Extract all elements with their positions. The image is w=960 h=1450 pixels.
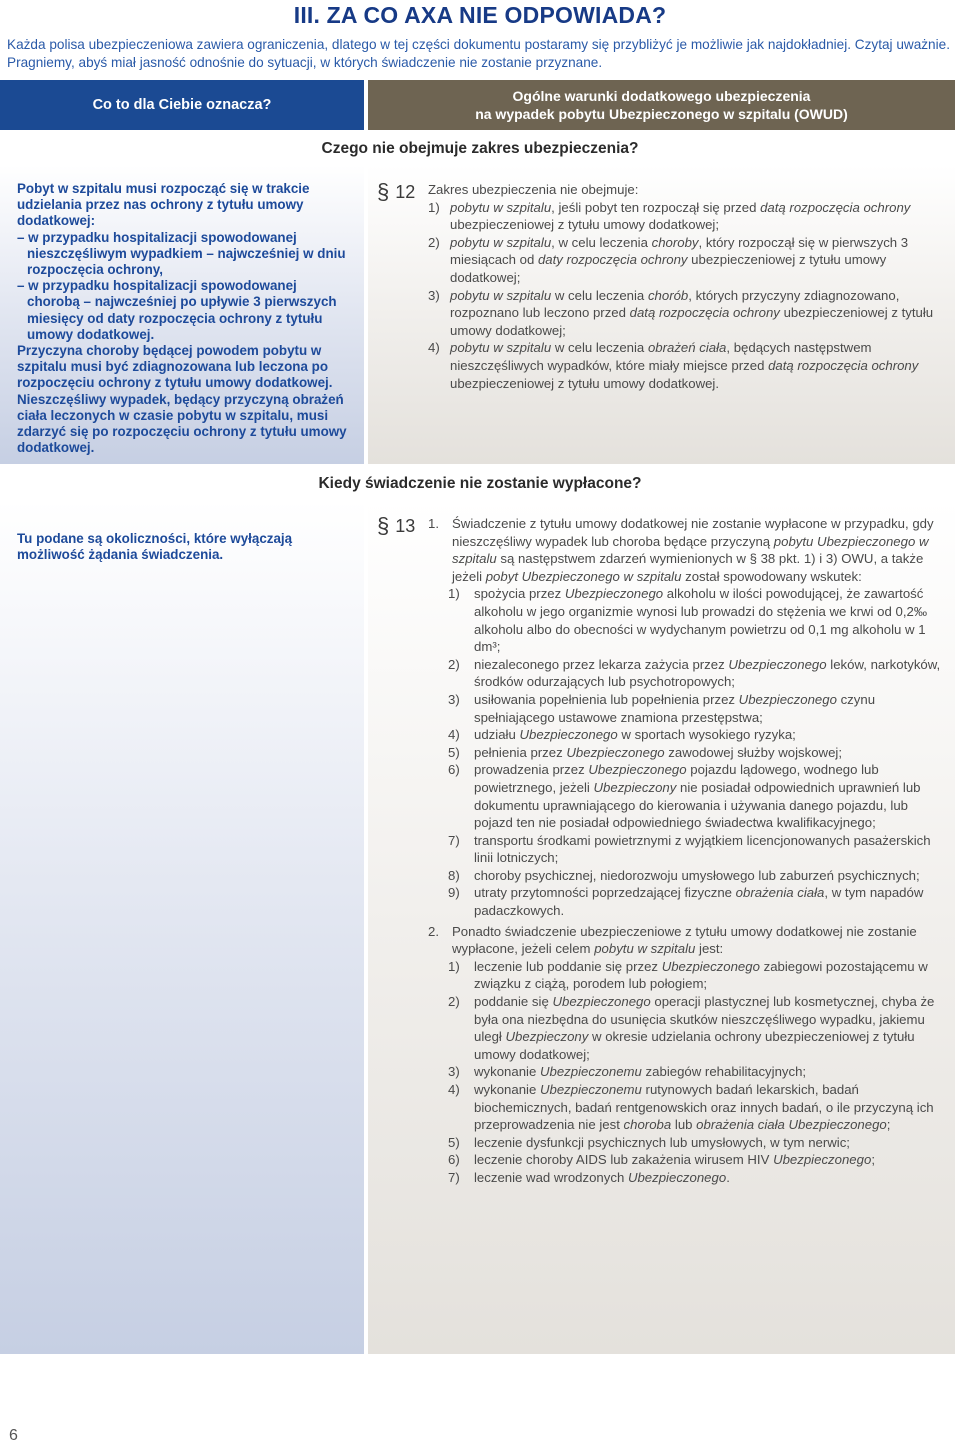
list-item — [448, 1134, 950, 1152]
header-left-label: Co to dla Ciebie oznacza? — [92, 97, 272, 113]
item-text: udziału Ubezpieczonego w sportach wysokiego ryzyka; — [474, 727, 796, 743]
defined-term: datą rozpoczęcia ochrony — [629, 305, 780, 321]
list-item — [448, 867, 950, 885]
item-number: 4) — [448, 1082, 460, 1097]
item-number: 6) — [448, 1152, 460, 1168]
explanation-p1: Pobyt w szpitalu musi rozpocząć się w trakcie udzielania przez nas ochrony z tytułu umowy dodatkowej: — [17, 181, 310, 229]
item-text: leczenie choroby AIDS lub zakażenia wirusem HIV Ubezpieczonego; — [474, 1152, 875, 1168]
list-item — [448, 656, 950, 691]
item-number: 1) — [428, 199, 440, 215]
defined-term: obrażenia ciała — [735, 885, 825, 901]
section-heading-no-payout: Kiedy świadczenie nie zostanie wypłacone? — [318, 475, 642, 492]
defined-term: Ubezpieczonego — [627, 1169, 727, 1185]
paragraph-13-body — [428, 515, 950, 1187]
item-number: 4) — [428, 340, 440, 356]
item-number: 7) — [448, 1169, 460, 1185]
defined-term: Ubezpieczonego — [728, 656, 827, 672]
header-right-line-1: Ogólne warunki dodatkowego ubezpieczenia — [512, 88, 811, 104]
item-text: wykonanie Ubezpieczonemu rutynowych badań lekarskich, badań biochemicznych, badań rentgenowskich oraz innych badań, o ile przyczyną ich przeprowadzenia nie jest choroba lub obrażenia ciała Ubezpieczonego; — [474, 1082, 934, 1133]
list-item — [448, 1081, 950, 1134]
defined-term: pobytu Ubezpieczonego w szpitalu — [452, 533, 929, 567]
defined-term: pobytu w szpitalu — [594, 941, 696, 957]
item-number: 1) — [448, 586, 460, 602]
item-number: 5) — [448, 1134, 460, 1150]
intro-line-2: Pragniemy, abyś miał jasność odnośnie do sytuacji, w których świadczenie nie zostanie przyznane. — [7, 55, 603, 70]
defined-term: pobytu w szpitalu — [450, 287, 552, 303]
item-text: pełnienia przez Ubezpieczonego zawodowej służby wojskowej; — [474, 744, 842, 760]
page-title: III. ZA CO AXA NIE ODPOWIADA? — [293, 2, 667, 28]
defined-term: Ubezpieczonemu — [539, 1064, 642, 1080]
paragraph-number: 12 — [395, 182, 416, 202]
item-text: pobytu w szpitalu w celu leczenia chorób, których przyczyny zdiagnozowano, rozpoznano lub leczono przed datą rozpoczęcia ochrony ubezpieczeniowej z tytułu umowy dodatkowej; — [450, 287, 934, 338]
paragraph-13-point-1 — [428, 515, 950, 585]
item-text: pobytu w szpitalu w celu leczenia obrażeń ciała, będących następstwem nieszczęśliwych wypadków, które miały miejsce przed datą rozpoczęcia ochrony ubezpieczeniowej z tytułu umowy dodatkowej. — [450, 340, 919, 391]
item-number: 2) — [428, 234, 440, 250]
item-text: transportu środkami powietrznymi z wyjątkiem licencjonowanych pasażerskich linii lotniczych; — [474, 832, 931, 866]
item-text: pobytu w szpitalu, jeśli pobyt ten rozpoczął się przed datą rozpoczęcia ochrony ubezpieczeniowej z tytułu umowy dodatkowej; — [450, 199, 911, 233]
header-left-box — [0, 80, 364, 130]
list-item — [448, 726, 950, 744]
item-number: 6) — [448, 762, 460, 778]
defined-term: obrażenia ciała Ubezpieczonego — [696, 1117, 887, 1133]
list-item — [448, 993, 950, 1063]
defined-term: Ubezpieczonego — [552, 994, 651, 1010]
defined-term: Ubezpieczonego — [519, 727, 618, 743]
header-right-line-2: na wypadek pobytu Ubezpieczonego w szpitalu (OWUD) — [475, 106, 848, 122]
defined-term: pobytu w szpitalu — [450, 340, 552, 356]
item-number: 1) — [448, 958, 460, 974]
defined-term: choroba — [623, 1117, 672, 1133]
list-item — [448, 761, 950, 831]
paragraph-13-point-2 — [428, 923, 950, 958]
defined-term: datą rozpoczęcia ochrony — [768, 357, 919, 373]
paragraph-12-list — [428, 199, 950, 393]
item-number: 2) — [448, 656, 460, 672]
explanation-text-2: Tu podane są okoliczności, które wyłączają możliwość żądania świadczenia. — [17, 531, 293, 563]
item-text: leczenie wad wrodzonych Ubezpieczonego. — [474, 1169, 730, 1185]
defined-term: chorób — [647, 287, 689, 303]
list-item — [448, 744, 950, 762]
defined-term: Ubezpieczony — [505, 1029, 589, 1045]
point-number: 2. — [428, 923, 439, 939]
list-item — [448, 1151, 950, 1169]
point-text: Ponadto świadczenie ubezpieczeniowe z tytułu umowy dodatkowej nie zostanie wypłacone, jeżeli celem pobytu w szpitalu jest: — [452, 923, 917, 957]
paragraph-number: 13 — [395, 516, 416, 536]
intro-text — [7, 36, 955, 72]
defined-term: pobytu w szpitalu — [450, 234, 552, 250]
explanation-text-1 — [17, 181, 347, 456]
list-item — [428, 287, 950, 340]
item-text: prowadzenia przez Ubezpieczonego pojazdu lądowego, wodnego lub powietrznego, jeżeli Ubezpieczony nie posiadał odpowiednich uprawnień lub dokumentu uprawniającego do kierowania i używania danego pojazdu, lub pojazd ten nie posiadał odpowiedniego świadectwa kwalifikacyjnego; — [474, 762, 921, 831]
list-item — [448, 958, 950, 993]
list-item — [448, 691, 950, 726]
section-sign-icon: § — [377, 513, 390, 538]
item-text: pobytu w szpitalu, w celu leczenia choroby, który rozpoczął się w pierwszych 3 miesiącach od daty rozpoczęcia ochrony ubezpieczeniowej z tytułu umowy dodatkowej; — [450, 234, 909, 285]
item-text: wykonanie Ubezpieczonemu zabiegów rehabilitacyjnych; — [474, 1064, 807, 1080]
item-number: 5) — [448, 744, 460, 760]
point-number: 1. — [428, 516, 439, 531]
defined-term: Ubezpieczonego — [661, 958, 760, 974]
explanation-p2: Przyczyna choroby będącej powodem pobytu w szpitalu musi być zdiagnozowana lub leczona po rozpoczęciu ochrony z tytułu umowy dodatkowej. — [17, 343, 333, 391]
list-item — [428, 234, 950, 287]
header-right-box — [368, 80, 955, 130]
item-number: 9) — [448, 885, 460, 901]
defined-term: Ubezpieczonego — [564, 586, 664, 602]
section-sign-icon: § — [377, 179, 390, 204]
item-text: choroby psychicznej, niedorozwoju umysłowego lub zaburzeń psychicznych; — [474, 867, 920, 883]
item-number: 2) — [448, 994, 460, 1010]
section-heading-exclusions: Czego nie obejmuje zakres ubezpieczenia? — [321, 140, 639, 157]
paragraph-12-lead: Zakres ubezpieczenia nie obejmuje: — [428, 182, 639, 197]
defined-term: Ubezpieczonego — [773, 1152, 872, 1168]
list-item — [428, 199, 950, 234]
paragraph-13-point-1-list — [428, 585, 950, 919]
defined-term: Ubezpieczonego — [566, 744, 665, 760]
item-number: 3) — [428, 287, 440, 303]
item-text: leczenie lub poddanie się przez Ubezpieczonego zabiegowi pozostającemu w związku z ciążą, porodem lub połogiem; — [474, 958, 928, 992]
paragraph-marker-13 — [377, 515, 423, 537]
defined-term: datą rozpoczęcia ochrony — [760, 199, 911, 215]
defined-term: obrażeń ciała — [647, 340, 727, 356]
item-number: 4) — [448, 727, 460, 743]
item-text: leczenie dysfunkcji psychicznych lub umysłowych, w tym nerwic; — [474, 1134, 850, 1150]
defined-term: daty rozpoczęcia ochrony — [537, 252, 688, 268]
defined-term: Ubezpieczonego — [588, 762, 687, 778]
defined-term: Ubezpieczonego — [738, 691, 837, 707]
list-item — [428, 339, 950, 392]
item-number: 7) — [448, 832, 460, 848]
item-number: 3) — [448, 1064, 460, 1080]
item-number: 3) — [448, 691, 460, 707]
list-item — [448, 832, 950, 867]
item-text: usiłowania popełnienia lub popełnienia przez Ubezpieczonego czynu spełniającego ustawowe znamiona przestępstwa; — [474, 691, 876, 725]
page-number: 6 — [9, 1427, 18, 1444]
paragraph-12-body — [428, 181, 950, 392]
item-number: 8) — [448, 867, 460, 883]
paragraph-13-point-2-list — [428, 958, 950, 1187]
defined-term: pobyt Ubezpieczonego w szpitalu — [485, 568, 682, 584]
list-item — [448, 585, 950, 655]
list-item — [448, 884, 950, 919]
list-item — [448, 1063, 950, 1081]
explanation-bullet-1: – w przypadku hospitalizacji spowodowanej nieszczęśliwym wypadkiem – najwcześniej w dniu rozpoczęcia ochrony, — [17, 229, 346, 278]
list-item — [448, 1169, 950, 1187]
defined-term: Ubezpieczonemu — [539, 1082, 642, 1097]
defined-term: pobytu w szpitalu — [450, 199, 552, 215]
explanation-p3: Nieszczęśliwy wypadek, będący przyczyną obrażeń ciała leczonych w czasie pobytu w szpitalu, musi zdarzyć się po rozpoczęciu ochrony z tytułu umowy dodatkowej. — [17, 391, 347, 456]
item-text: poddanie się Ubezpieczonego operacji plastycznej lub kosmetycznej, chyba że była ona niezbędna do usunięcia skutków nieszczęśliwego wypadku, jakiemu uległ Ubezpieczony w okresie udzielania ochrony ubezpieczeniowej z tytułu umowy dodatkowej; — [474, 994, 935, 1062]
paragraph-marker-12 — [377, 181, 423, 203]
explanation-panel-2 — [0, 500, 364, 1354]
point-text: Świadczenie z tytułu umowy dodatkowej nie zostanie wypłacone w przypadku, gdy nieszczęśliwy wypadek lub choroba będące przyczyną pobytu Ubezpieczonego w szpitalu są następstwem zdarzeń wymienionych w § 38 pkt. 1) i 3) OWU, a także jeżeli pobyt Ubezpieczonego w szpitalu został spowodowany wskutek: — [452, 516, 934, 584]
defined-term: Ubezpieczony — [593, 779, 677, 795]
defined-term: choroby — [651, 234, 699, 250]
item-text: niezaleconego przez lekarza zażycia przez Ubezpieczonego leków, narkotyków, środków odurzających lub psychotropowych; — [474, 656, 941, 690]
explanation-bullet-2: – w przypadku hospitalizacji spowodowanej chorobą – najwcześniej po upływie 3 pierwszych miesięcy od daty rozpoczęcia ochrony z tytułu umowy dodatkowej. — [17, 278, 337, 342]
intro-line-1: Każda polisa ubezpieczeniowa zawiera ograniczenia, dlatego w tej części dokumentu postaramy się przybliżyć je możliwie jak najdokładniej. Czytaj uważnie. — [7, 37, 950, 52]
item-text: utraty przytomności poprzedzającej fizyczne obrażenia ciała, w tym napadów padaczkowych. — [474, 885, 924, 919]
item-text: spożycia przez Ubezpieczonego alkoholu w ilości powodującej, że zawartość alkoholu w jego organizmie wynosi lub prowadzi do stężenia we krwi od 0,2‰ alkoholu albo do obecności w wydychanym powietrzu od 0,1 mg alkoholu w 1 dm³; — [474, 586, 928, 655]
